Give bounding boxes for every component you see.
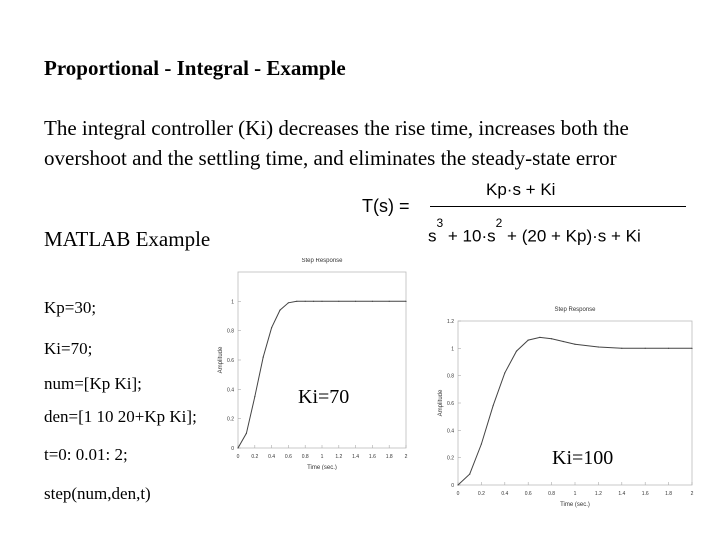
y-tick-label: 0.6 (447, 401, 454, 407)
code-line: num=[Kp Ki]; (44, 374, 142, 393)
data-point (389, 301, 390, 302)
data-point (551, 338, 552, 339)
data-point (313, 301, 314, 302)
y-tick-label: 1 (231, 299, 234, 306)
x-tick-label: 0.4 (501, 491, 509, 497)
y-tick-label: 0.8 (227, 328, 234, 335)
formula-den-exponent: 3 (436, 216, 444, 230)
x-tick-label: 2 (404, 454, 408, 460)
data-point (279, 310, 280, 311)
slide-paragraph: The integral controller (Ki) decreases the rise time, increases both the overshoot and the settling time, and eliminates the steady-state error (44, 116, 629, 170)
data-point (263, 356, 264, 357)
data-point (528, 340, 529, 341)
data-point (668, 348, 669, 349)
code-line: den=[1 10 20+Kp Ki]; (44, 407, 197, 426)
formula-den-exponent: 2 (495, 216, 503, 230)
data-point (237, 447, 238, 448)
x-tick-label: 1.2 (594, 491, 602, 497)
x-tick-label: 1.4 (618, 491, 626, 497)
annotation-ki-100: Ki=100 (552, 447, 614, 469)
matlab-heading: MATLAB Example (44, 227, 211, 251)
data-point (493, 405, 494, 406)
data-point (457, 484, 458, 485)
data-point (645, 348, 646, 349)
x-tick-label: 2 (690, 491, 694, 497)
data-point (539, 337, 540, 338)
data-point (621, 348, 622, 349)
x-tick-label: 0.6 (524, 491, 532, 497)
x-tick-label: 1.2 (335, 454, 343, 460)
data-point (372, 301, 373, 302)
y-tick-label: 0.2 (227, 416, 234, 423)
step-response-svg-left (210, 258, 410, 470)
y-tick-label: 0.6 (227, 358, 234, 364)
y-axis-label: Amplitude (438, 389, 444, 417)
transfer-function-formula (358, 180, 688, 250)
x-tick-label: 1.4 (352, 454, 360, 460)
data-point (516, 350, 517, 351)
data-point (305, 301, 306, 302)
formula-den-term: + 10·s (443, 226, 496, 246)
y-tick-label: 0.4 (227, 387, 234, 394)
data-point (563, 341, 564, 342)
code-line: Ki=70; (44, 339, 93, 358)
x-axis-label: Time (sec.) (560, 502, 590, 508)
x-tick-label: 0.4 (268, 454, 276, 460)
data-point (405, 301, 406, 302)
x-tick-label: 1 (320, 454, 324, 460)
y-tick-label: 0.2 (447, 455, 454, 462)
x-axis-label: Time (sec.) (307, 465, 337, 470)
step-response-plot-left (210, 258, 410, 470)
data-point (504, 372, 505, 373)
x-tick-label: 0 (236, 454, 240, 460)
x-tick-label: 0.8 (301, 454, 309, 460)
data-point (355, 301, 356, 302)
code-line: step(num,den,t) (44, 484, 151, 503)
plot-frame (238, 272, 406, 448)
y-tick-label: 0 (451, 483, 454, 489)
step-response-svg-right (420, 305, 698, 513)
y-axis-label: Amplitude (218, 346, 224, 374)
y-tick-label: 1 (451, 346, 454, 353)
formula-numerator: Kp·s + Ki (486, 180, 556, 199)
data-point (271, 327, 272, 328)
x-tick-label: 1.8 (665, 491, 673, 497)
data-point (321, 301, 322, 302)
x-tick-label: 1.6 (641, 491, 649, 497)
y-tick-label: 0.4 (447, 428, 454, 435)
y-tick-label: 1.2 (447, 319, 454, 325)
x-tick-label: 0 (456, 491, 460, 497)
x-tick-label: 0.8 (548, 491, 556, 497)
x-tick-label: 0.2 (477, 491, 485, 497)
step-response-plot-right (420, 305, 698, 513)
formula-denominator (428, 216, 641, 247)
y-tick-label: 0 (231, 446, 234, 452)
annotation-ki-70: Ki=70 (298, 386, 350, 408)
data-point (481, 443, 482, 444)
formula-fraction-bar (430, 206, 686, 207)
response-line (238, 301, 406, 448)
chart-title: Step Response (554, 307, 596, 313)
code-line: t=0: 0.01: 2; (44, 445, 128, 464)
x-tick-label: 0.6 (284, 454, 292, 460)
x-tick-label: 0.2 (251, 454, 259, 460)
data-point (296, 301, 297, 302)
data-point (691, 348, 692, 349)
data-point (254, 396, 255, 397)
data-point (246, 433, 247, 434)
data-point (288, 302, 289, 303)
data-point (469, 473, 470, 474)
data-point (598, 346, 599, 347)
x-tick-label: 1.8 (385, 454, 393, 460)
formula-den-term: + (20 + Kp)·s + Ki (502, 226, 641, 246)
data-point (338, 301, 339, 302)
code-line: Kp=30; (44, 298, 97, 317)
y-tick-label: 0.8 (447, 373, 454, 380)
x-tick-label: 1.6 (368, 454, 376, 460)
chart-title: Step Response (301, 258, 343, 264)
slide-title: Proportional - Integral - Example (44, 56, 346, 80)
formula-lhs: T(s) = (362, 196, 410, 216)
data-point (574, 344, 575, 345)
formula-den-term: s (428, 226, 437, 246)
x-tick-label: 1 (573, 491, 577, 497)
